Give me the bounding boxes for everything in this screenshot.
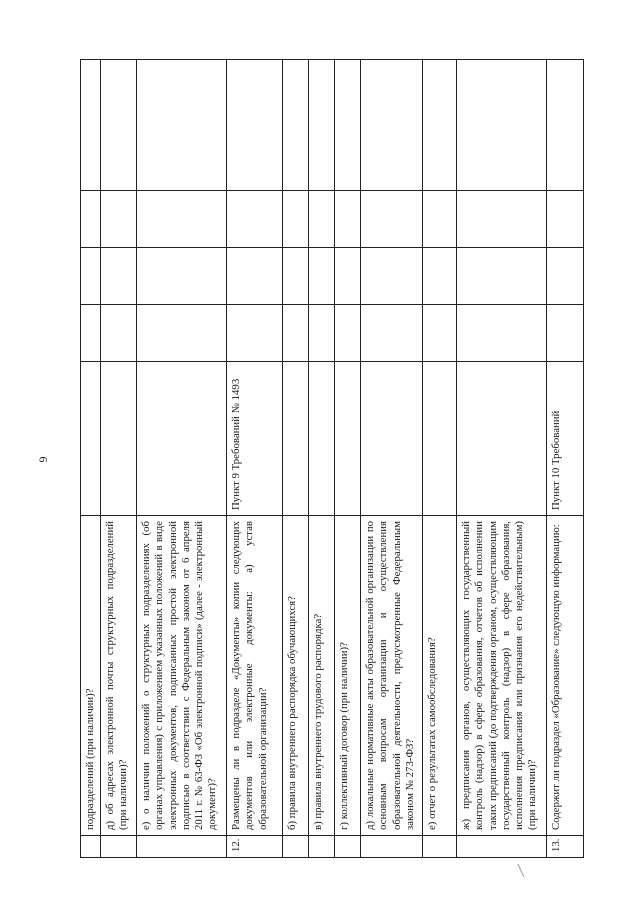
note-cell xyxy=(361,60,423,191)
answer-yes-cell xyxy=(227,305,283,362)
answer-yes-cell xyxy=(283,305,309,362)
row-number xyxy=(101,836,137,858)
legal-basis-cell xyxy=(283,362,309,516)
question-cell: е) отчет о результатах самообследования? xyxy=(423,516,457,836)
table-row xyxy=(137,60,227,858)
row-number: 13. xyxy=(547,836,584,858)
answer-no-cell xyxy=(309,248,335,305)
row-number xyxy=(335,836,361,858)
answer-yes-cell xyxy=(335,305,361,362)
row-number xyxy=(361,836,423,858)
question-cell: в) правила внутреннего трудового распорядка? xyxy=(309,516,335,836)
question-cell: д) локальные нормативные акты образовательной организации по основным вопросам организации и осуществления образовательной деятельности, предусмотренные Федеральным законом № 273-ФЗ? xyxy=(361,516,423,836)
answer-na-cell xyxy=(81,191,101,248)
answer-no-cell xyxy=(547,248,584,305)
row-number xyxy=(423,836,457,858)
note-cell xyxy=(335,60,361,191)
table-row xyxy=(283,60,309,858)
answer-na-cell xyxy=(457,191,547,248)
table-row xyxy=(335,60,361,858)
table-row xyxy=(101,60,137,858)
legal-basis-cell xyxy=(361,362,423,516)
table-row xyxy=(227,60,283,858)
page-number: 6 xyxy=(36,456,51,463)
row-number xyxy=(457,836,547,858)
question-cell: е) о наличии положений о структурных подразделениях (об органах управления) с приложением указанных положений в виде электронных документов, подписанных простой электронной подписью в соответствии с Федеральным законом от 6 апреля 2011 г. № 63-ФЗ «Об электронной подписи» (далее - электронный документ)? xyxy=(137,516,227,836)
answer-no-cell xyxy=(283,248,309,305)
note-cell xyxy=(101,60,137,191)
answer-no-cell xyxy=(361,248,423,305)
answer-yes-cell xyxy=(81,305,101,362)
legal-basis-cell: Пункт 9 Требований № 1493 xyxy=(227,362,283,516)
note-cell xyxy=(283,60,309,191)
answer-na-cell xyxy=(547,191,584,248)
legal-basis-cell xyxy=(457,362,547,516)
answer-na-cell xyxy=(227,191,283,248)
question-cell: ж) предписания органов, осуществляющих государственный контроль (надзор) в сфере образования, отчетов об исполнении таких предписаний (до подтверждения органом, осуществляющим государственный контроль (надзор) в сфере образования, исполнения предписания или признания его недействительным) (при наличии)? xyxy=(457,516,547,836)
note-cell xyxy=(137,60,227,191)
question-cell: Содержит ли подраздел «Образование» следующую информацию: xyxy=(547,516,584,836)
legal-basis-cell xyxy=(81,362,101,516)
answer-yes-cell xyxy=(361,305,423,362)
answer-no-cell xyxy=(423,248,457,305)
table-row xyxy=(547,60,584,858)
answer-na-cell xyxy=(101,191,137,248)
note-cell xyxy=(309,60,335,191)
scan-mark xyxy=(517,861,529,877)
answer-no-cell xyxy=(457,248,547,305)
answer-yes-cell xyxy=(547,305,584,362)
table-row xyxy=(361,60,423,858)
answer-no-cell xyxy=(227,248,283,305)
table-row xyxy=(309,60,335,858)
answer-na-cell xyxy=(361,191,423,248)
answer-na-cell xyxy=(137,191,227,248)
note-cell xyxy=(457,60,547,191)
legal-basis-cell xyxy=(423,362,457,516)
answer-no-cell xyxy=(137,248,227,305)
answer-na-cell xyxy=(309,191,335,248)
legal-basis-cell: Пункт 10 Требований xyxy=(547,362,584,516)
table-row xyxy=(81,60,101,858)
row-number xyxy=(81,836,101,858)
answer-yes-cell xyxy=(101,305,137,362)
answer-no-cell xyxy=(101,248,137,305)
question-cell: г) коллективный договор (при наличии)? xyxy=(335,516,361,836)
answer-yes-cell xyxy=(309,305,335,362)
question-cell: д) об адресах электронной почты структурных подразделений (при наличии)? xyxy=(101,516,137,836)
answer-na-cell xyxy=(423,191,457,248)
legal-basis-cell xyxy=(101,362,137,516)
row-number: 12. xyxy=(227,836,283,858)
question-cell: Размещены ли в подразделе «Документы» копии следующих документов или электронные документы: а) устав образовательной организации? xyxy=(227,516,283,836)
note-cell xyxy=(81,60,101,191)
answer-yes-cell xyxy=(457,305,547,362)
table-row xyxy=(457,60,547,858)
note-cell xyxy=(423,60,457,191)
row-number xyxy=(137,836,227,858)
answer-yes-cell xyxy=(423,305,457,362)
question-cell: б) правила внутреннего распорядка обучающихся? xyxy=(283,516,309,836)
legal-basis-cell xyxy=(137,362,227,516)
question-cell: подразделений (при наличии)? xyxy=(81,516,101,836)
answer-yes-cell xyxy=(137,305,227,362)
note-cell xyxy=(547,60,584,191)
answer-no-cell xyxy=(81,248,101,305)
row-number xyxy=(283,836,309,858)
row-number xyxy=(309,836,335,858)
legal-basis-cell xyxy=(335,362,361,516)
answer-na-cell xyxy=(335,191,361,248)
answer-na-cell xyxy=(283,191,309,248)
legal-basis-cell xyxy=(309,362,335,516)
table-row xyxy=(423,60,457,858)
checklist-table xyxy=(80,59,584,858)
note-cell xyxy=(227,60,283,191)
checklist-table-container xyxy=(80,60,583,858)
answer-no-cell xyxy=(335,248,361,305)
